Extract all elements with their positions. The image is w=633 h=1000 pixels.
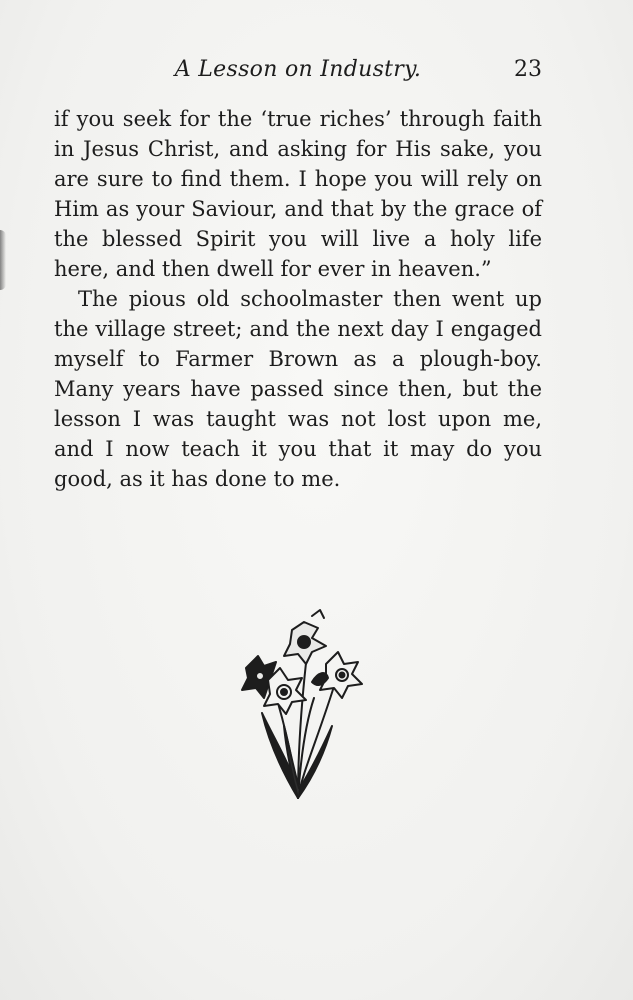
- running-title: A Lesson on Industry.: [174, 57, 422, 82]
- page-header: [54, 57, 542, 87]
- paragraph-continuation: if you seek for the ‘true riches’ through faith in Jesus Christ, and asking for His sake, you are sure to find them. I hope you will rely on Him as your Saviour, and that by the grace of the blessed Spirit you will live a holy life here, and then dwell for ever in heaven.”: [54, 107, 542, 281]
- body-text: [54, 104, 542, 494]
- binding-shadow: [0, 230, 6, 290]
- paragraph: The pious old schoolmaster then went up the village street; and the next day I engaged myself to Farmer Brown as a plough-boy. Many years have passed since then, but the lesson I was taught was not lost upon me, and I now teach it you that it may do you good, as it has done to me.: [54, 287, 542, 491]
- daffodil-flower-icon: [228, 608, 368, 803]
- page-number: 23: [514, 57, 542, 82]
